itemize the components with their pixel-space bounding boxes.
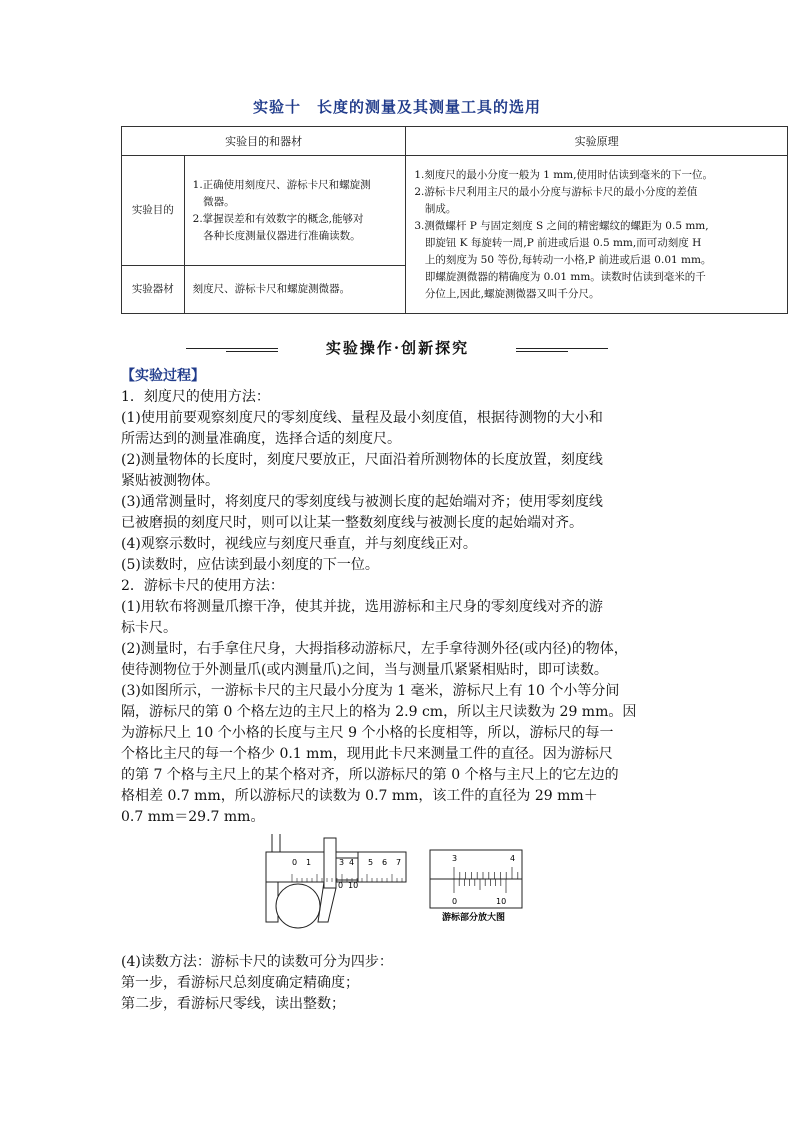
paragraph-line: 标卡尺。 [121,620,177,636]
zoom-main-label: 4 [510,854,516,863]
principle-line: 制成。 [414,202,457,215]
zoom-vernier-label: 10 [496,897,507,906]
caliper-vernier-label: 0 [338,881,344,890]
right-divider-line [516,348,608,349]
left-divider-line [226,351,278,352]
caliper-vernier-label: 10 [348,881,359,890]
principle-line: 分位上,因此,螺旋测微器又叫千分尺。 [414,287,600,300]
reading-method-text [121,952,681,1015]
paragraph-line: 的第 7 个格与主尺上的某个格对齐，所以游标尺的第 0 个格与主尺上的它左边的 [121,767,619,783]
principle-cell [406,156,788,314]
paragraph-line: 1．刻度尺的使用方法： [121,389,270,405]
principle-line: 即旋钮 K 每旋转一周,P 前进或后退 0.5 mm,而可动刻度 H [414,236,702,249]
caliper-scale-label: 0 [292,858,298,867]
section-title-text: 实验操作·创新探究 [325,339,470,357]
vernier-caliper-figure [258,830,538,930]
paragraph-line: 2．游标卡尺的使用方法： [121,578,284,594]
right-divider-line [516,351,568,352]
zoom-main-label: 3 [452,854,458,863]
caliper-scale-label: 3 [339,858,345,867]
paragraph-line: (5)读数时，应估读到最小刻度的下一位。 [121,557,379,573]
caliper-scale-label: 4 [349,858,355,867]
paragraph-line: 已被磨损的刻度尺时，则可以让某一整数刻度线与被测长度的起始端对齐。 [121,515,583,531]
left-divider-line [186,348,278,349]
caliper-scale-label: 6 [382,858,388,867]
principle-line: 1.刻度尺的最小分度一般为 1 mm,使用时估读到毫米的下一位。 [414,168,713,181]
purpose-line: 1.正确使用刻度尺、游标卡尺和螺旋测 [192,178,371,191]
purpose-cell [184,156,406,266]
paragraph-line: 第二步，看游标尺零线，读出整数； [121,996,345,1012]
paragraph-line: 格相差 0.7 mm，所以游标尺的读数为 0.7 mm，该工件的直径为 29 mm＋ [121,788,598,804]
procedure-text [121,366,681,828]
paragraph-line: (4)读数方法：游标卡尺的读数可分为四步： [121,954,393,970]
purpose-line: 各种长度测量仪器进行准确读数。 [192,229,361,242]
zoom-caption: 游标部分放大图 [442,913,506,923]
caliper-scale-label: 7 [396,858,402,867]
caliper-scale-label: 5 [368,858,374,867]
paragraph-line: 第一步，看游标尺总刻度确定精确度； [121,975,359,991]
paragraph-line: 紧贴被测物体。 [121,473,219,489]
equipment-cell: 刻度尺、游标卡尺和螺旋测微器。 [184,266,406,314]
paragraph-line: (2)测量时，右手拿住尺身，大拇指移动游标尺，左手拿待测外径(或内径)的物体， [121,641,628,657]
paragraph-line: (1)使用前要观察刻度尺的零刻度线、量程及最小刻度值，根据待测物的大小和 [121,410,603,426]
purpose-line: 2.掌握误差和有效数字的概念,能够对 [192,212,364,225]
paragraph-line: (3)通常测量时，将刻度尺的零刻度线与被测长度的起始端对齐；使用零刻度线 [121,494,603,510]
experiment-info-table [121,126,788,314]
paragraph-line: (2)测量物体的长度时，刻度尺要放正，尺面沿着所测物体的长度放置，刻度线 [121,452,603,468]
zoom-view [430,850,522,908]
paragraph-line: 使待测物位于外测量爪(或内测量爪)之间，当与测量爪紧紧相贴时，即可读数。 [121,662,608,678]
principle-line: 3.测微螺杆 P 与固定刻度 S 之间的精密螺纹的螺距为 0.5 mm, [414,219,709,232]
caliper-scale-label: 1 [306,858,312,867]
paragraph-line: 个格比主尺的每一个格少 0.1 mm，现用此卡尺来测量工件的直径。因为游标尺 [121,746,613,762]
paragraph-line: 为游标尺上 10 个小格的长度与主尺 9 个小格的长度相等，所以，游标尺的每一 [121,725,614,741]
purpose-line: 微器。 [192,195,235,208]
caliper-drawing [266,834,406,928]
zoom-vernier-label: 0 [452,897,458,906]
principle-line: 即螺旋测微器的精确度为 0.01 mm。读数时估读到毫米的千 [414,270,706,283]
principle-line: 2.游标卡尺利用主尺的最小分度与游标卡尺的最小分度的差值 [414,185,698,198]
page-title: 实验十 长度的测量及其测量工具的选用 [252,98,541,116]
procedure-heading: 【实验过程】 [121,368,205,384]
equipment-label: 实验器材 [122,266,185,314]
table-header-purpose-equipment: 实验目的和器材 [122,127,406,156]
paragraph-line: (3)如图所示，一游标卡尺的主尺最小分度为 1 毫米，游标尺上有 10 个小等分间 [121,683,620,699]
paragraph-line: (4)观察示数时，视线应与刻度尺垂直，并与刻度线正对。 [121,536,477,552]
principle-line: 上的刻度为 50 等份,每转动一小格,P 前进或后退 0.01 mm。 [414,253,712,266]
paragraph-line: 0.7 mm＝29.7 mm。 [121,809,265,825]
paragraph-line: (1)用软布将测量爪擦干净，使其并拢，选用游标和主尺身的零刻度线对齐的游 [121,599,603,615]
section-title [0,337,794,359]
table-header-principle: 实验原理 [406,127,788,156]
paragraph-line: 隔，游标尺的第 0 个格左边的主尺上的格为 2.9 cm，所以主尺读数为 29 mm。因 [121,704,637,720]
paragraph-line: 所需达到的测量准确度，选择合适的刻度尺。 [121,431,401,447]
purpose-label: 实验目的 [122,156,185,266]
